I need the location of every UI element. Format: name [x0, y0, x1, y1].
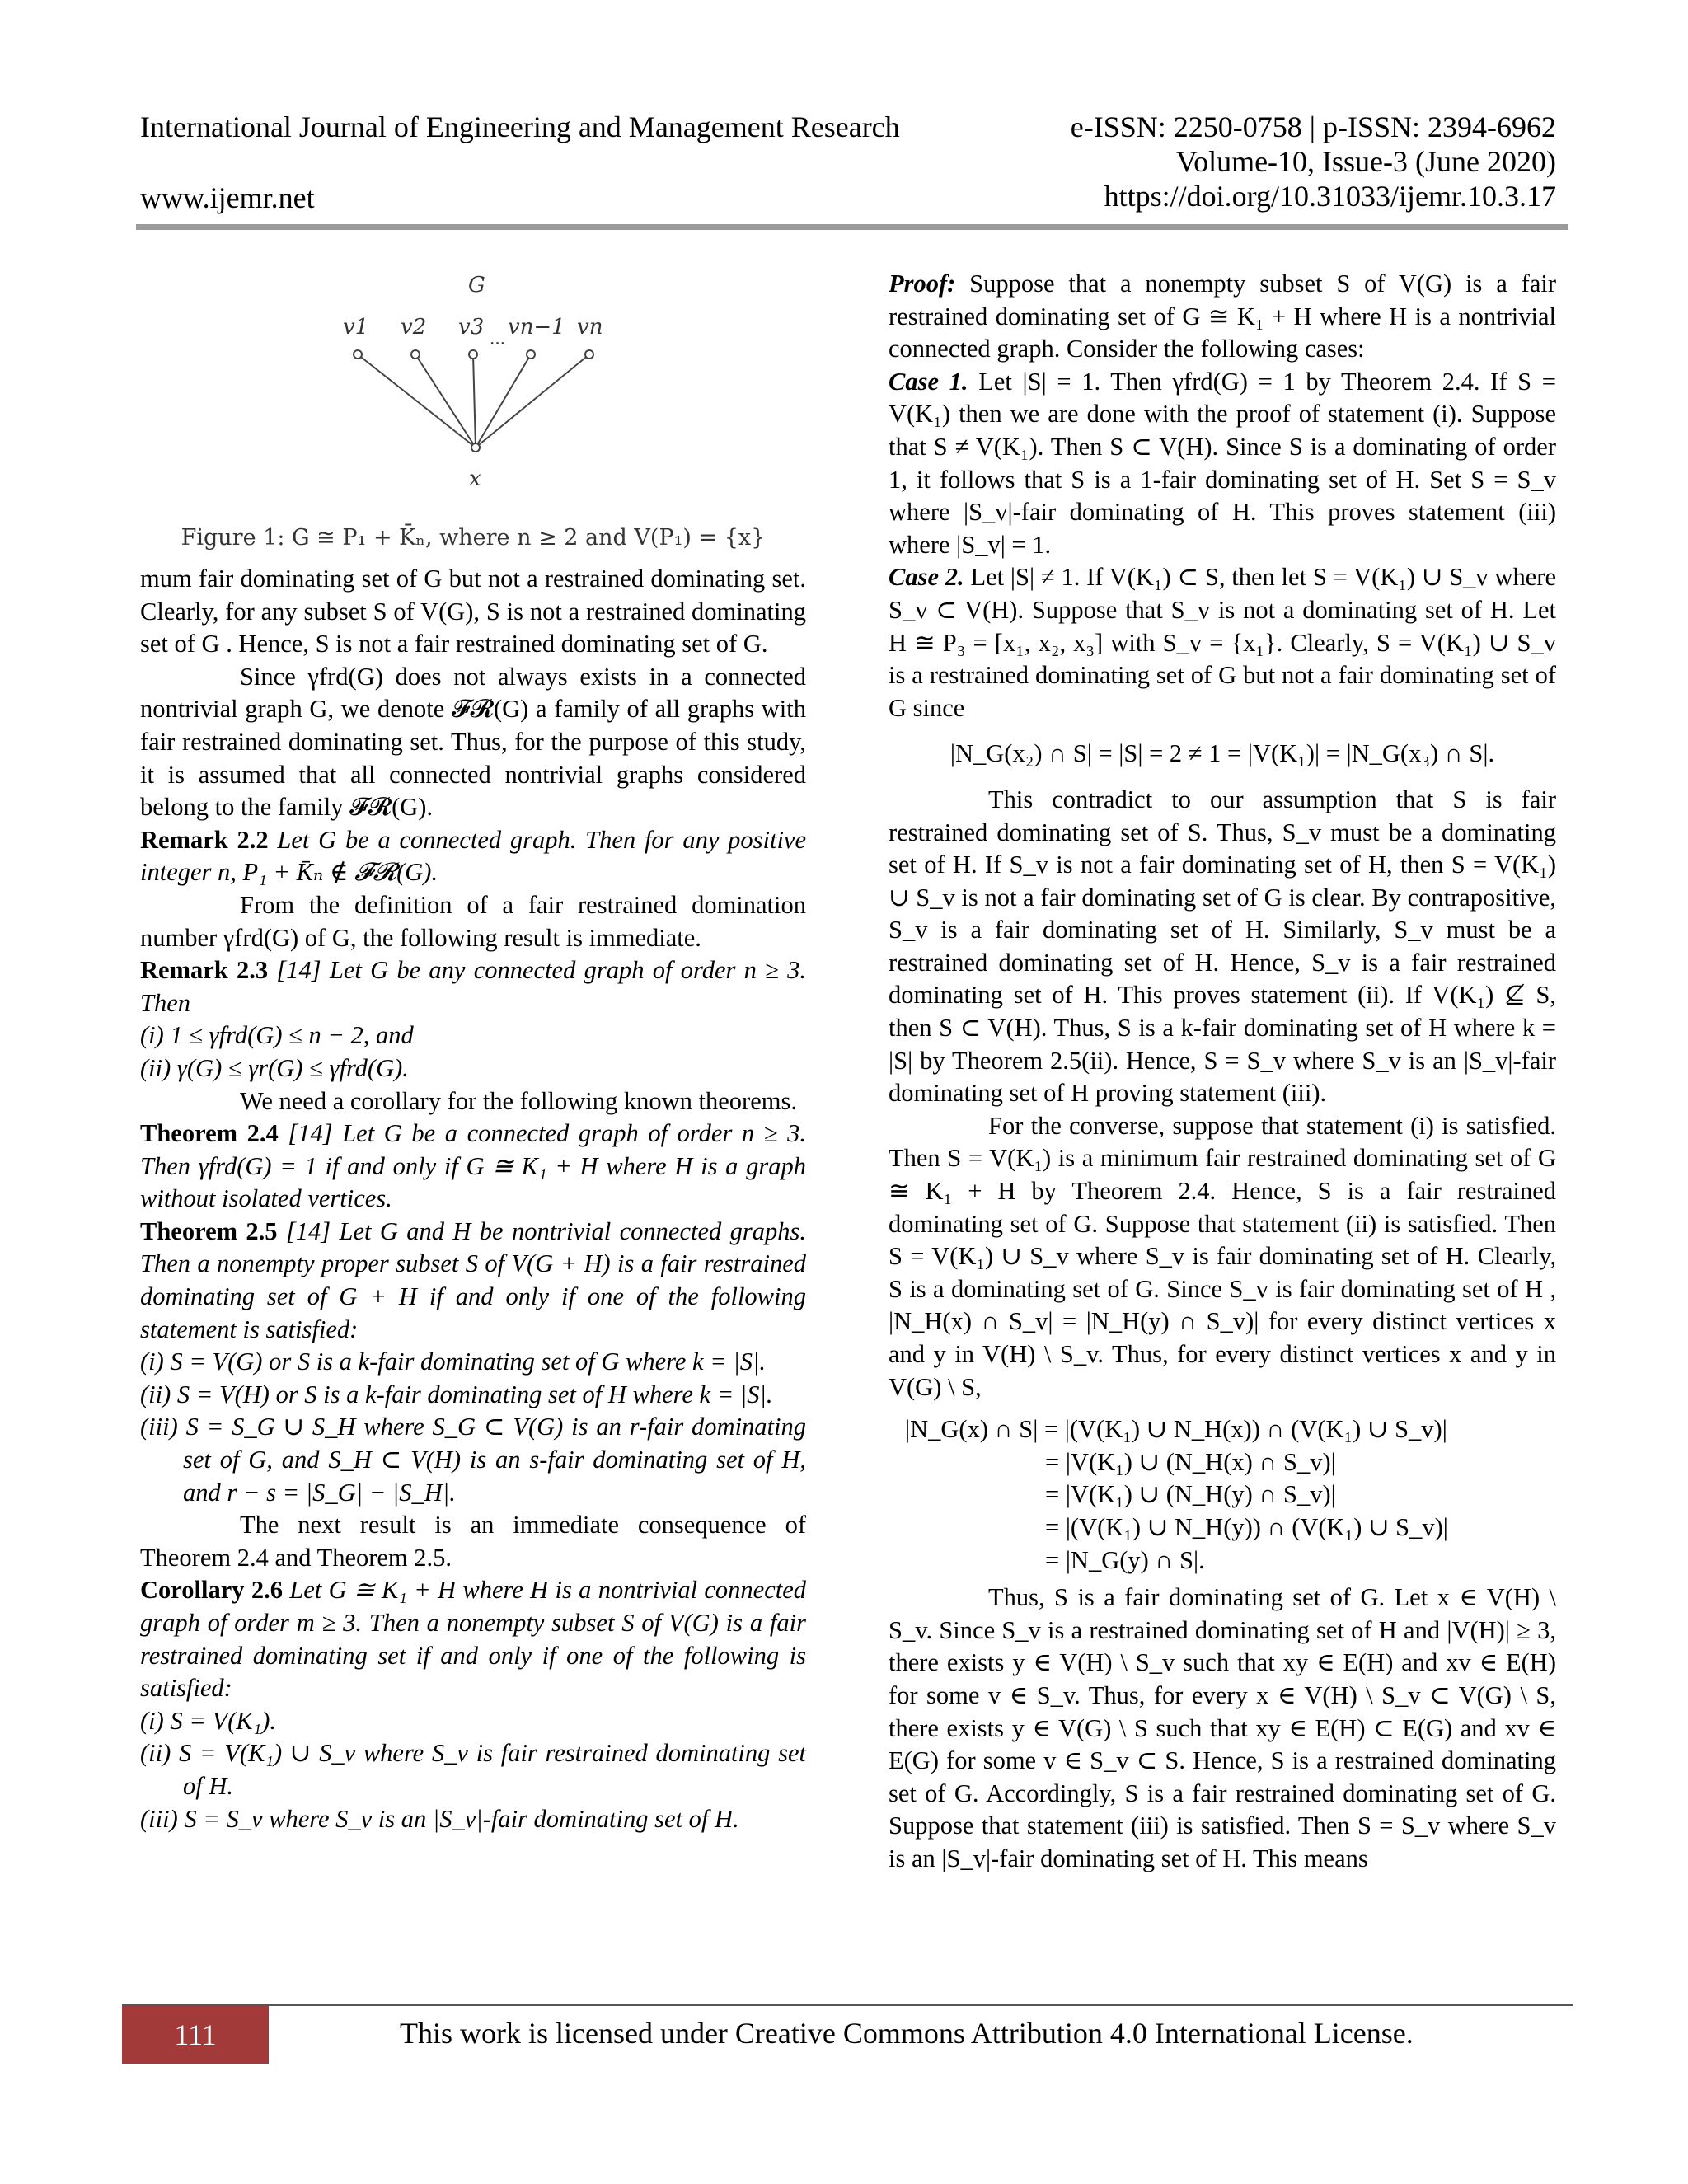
equation-block: [889, 1413, 1556, 1577]
equation-line: |N_G(x) ∩ S| = |(V(K₁) ∪ N_H(x)) ∩ (V(K₁) ∪ S_v)|: [905, 1415, 1447, 1444]
edge-v2-x: [415, 354, 476, 448]
volume-line: Volume-10, Issue-3 (June 2020): [1175, 145, 1556, 178]
vertex-v3: [469, 350, 477, 359]
theorem-item: (i) S = V(G) or S is a k-fair dominating set of G where k = |S|.: [140, 1347, 767, 1376]
theorem-label: Theorem 2.5: [140, 1216, 278, 1245]
vertex-vn: [585, 350, 593, 359]
remark-2-2: [140, 824, 806, 889]
corollary-label: Corollary 2.6: [140, 1576, 283, 1605]
theorem-2-5: [140, 1216, 806, 1346]
equation-line: = |N_G(y) ∩ S|.: [1045, 1545, 1205, 1574]
remark-2-3: [140, 954, 806, 1019]
label-v1: v1: [343, 315, 369, 340]
corollary-text: Let G ≅ K₁ + H where H is a nontrivial connected graph of order m ≥ 3. Then a nonempty subset S of V(G) is a fair restrained dominating set if and only if one of the following is satisfied:: [140, 1576, 807, 1703]
equation-line: = |V(K₁) ∪ (N_H(y) ∩ S_v)|: [1045, 1480, 1336, 1509]
corollary-item: (ii) S = V(K₁) ∪ S_v where S_v is fair restrained dominating set of H.: [140, 1739, 806, 1800]
label-v3: v3: [458, 315, 485, 340]
remark-item: (i) 1 ≤ γfrd(G) ≤ n − 2, and: [140, 1021, 414, 1050]
graph-diagram: [140, 268, 806, 515]
theorem-2-4: [140, 1118, 806, 1216]
case-label: Case 1.: [889, 367, 968, 396]
vertex-v1: [354, 350, 362, 359]
remark-text: Let G be a connected graph. Then for any positive integer n, P₁ + K̄ₙ ∉ 𝓕𝓡(G).: [140, 825, 806, 887]
remark-text: [14] Let G be any connected graph of order n ≥ 3. Then: [140, 956, 806, 1017]
equation-line: = |(V(K₁) ∪ N_H(y)) ∩ (V(K₁) ∪ S_v)|: [1045, 1512, 1448, 1541]
corollary-item: (i) S = V(K₁).: [140, 1706, 277, 1735]
figure-caption: Figure 1: G ≅ P₁ + K̄ₙ, where n ≥ 2 and V(P₁) = {x}: [181, 525, 766, 551]
paragraph: For the converse, suppose that statement (i) is satisfied. Then S = V(K₁) is a minimum fair restrained dominating set of G ≅ K₁ + H by Theorem 2.4. Hence, S is a fair restrained dominating set of G. Suppose that statement (ii) is satisfied. Then S = V(K₁) ∪ S_v where S_v is fair dominating set of H. Clearly, S is a dominating set of G. Since S_v is fair dominating set of H , |N_H(x) ∩ S_v| = |N_H(y) ∩ S_v)| for every distinct vertices x and y in V(H) \ S_v. Thus, for every distinct vertices x and y in V(G) \ S,: [889, 1111, 1556, 1401]
proof-label: Proof:: [889, 269, 956, 298]
label-x: x: [469, 466, 481, 491]
journal-website: www.ijemr.net: [140, 181, 315, 214]
footer-rule: [122, 2004, 1573, 2006]
theorem-text: [14] Let G be a connected graph of order n ≥ 3. Then γfrd(G) = 1 if and only if G ≅ K₁ + H where H is a graph without isolated vertices.: [140, 1119, 806, 1213]
journal-meta: [1071, 110, 1556, 213]
graph-label: G: [468, 273, 485, 298]
display-equation: |N_G(x₂) ∩ S| = |S| = 2 ≠ 1 = |V(K₁)| = |N_G(x₃) ∩ S|.: [950, 739, 1495, 768]
edge-v1-x: [358, 354, 476, 448]
vertex-vn1: [527, 350, 535, 359]
theorem-item: (iii) S = S_G ∪ S_H where S_G ⊂ V(G) is an r-fair dominating set of G, and S_H ⊂ V(H) is an s-fair dominating set of H, and r − s = |S_G| − |S_H|.: [140, 1413, 806, 1507]
remark-label: Remark 2.3: [140, 956, 269, 985]
equation-line: = |V(K₁) ∪ (N_H(x) ∩ S_v)|: [1045, 1447, 1336, 1476]
paragraph: We need a corollary for the following known theorems.: [240, 1086, 797, 1115]
corollary-2-6: [140, 1574, 806, 1704]
theorem-item: (ii) S = V(H) or S is a k-fair dominating set of H where k = |S|.: [140, 1380, 773, 1408]
license-text: This work is licensed under Creative Commons Attribution 4.0 International License.: [400, 2017, 1414, 2050]
case-2: [889, 561, 1556, 724]
figure-1: [140, 268, 806, 563]
header-rule: [136, 224, 1568, 230]
corollary-item: (iii) S = S_v where S_v is an |S_v|-fair dominating set of H.: [140, 1804, 739, 1833]
edge-v3-x: [473, 354, 476, 448]
theorem-label: Theorem 2.4: [140, 1119, 279, 1148]
paragraph: mum fair dominating set of G but not a restrained dominating set. Clearly, for any subset S of V(G), S is not a restrained dominating set of G . Hence, S is not a fair restrained dominating set of G.: [140, 565, 806, 658]
theorem-text: [14] Let G and H be nontrivial connected graphs. Then a nonempty proper subset S of V(G + H) is a fair restrained dominating set of G + H if and only if one of the following statement is satisfied:: [140, 1216, 806, 1343]
label-v2: v2: [401, 315, 427, 340]
journal-title: International Journal of Engineering and Management Research: [140, 110, 900, 143]
page-number: 111: [122, 2006, 269, 2064]
remark-label: Remark 2.2: [140, 825, 269, 854]
vertex-x: [471, 443, 480, 452]
label-vn1: vn−1: [508, 315, 565, 340]
case-1: [889, 366, 1556, 562]
right-column: [889, 268, 1556, 1876]
label-vn: vn: [577, 315, 603, 340]
case-label: Case 2.: [889, 563, 964, 592]
case-text: Let |S| ≠ 1. If V(K₁) ⊂ S, then let S = V(K₁) ∪ S_v where S_v ⊂ V(H). Suppose that S_v is not a dominating set of H. Let H ≅ P₃ = [x₁, x₂, x₃] with S_v = {x₁}. Clearly, S = V(K₁) ∪ S_v is a restrained dominating set of G but not a fair dominating set of G since: [889, 563, 1556, 722]
proof-text: Suppose that a nonempty subset S of V(G) is a fair restrained dominating set of G ≅ K₁ + H where H is a nontrivial connected graph. Consider the following cases:: [889, 269, 1556, 363]
paragraph: The next result is an immediate consequence of Theorem 2.4 and Theorem 2.5.: [140, 1511, 806, 1572]
paragraph: This contradict to our assumption that S is fair restrained dominating set of S. Thus, S_v must be a dominating set of H. If S_v is not a fair dominating set of H, then S = V(K₁) ∪ S_v is not a fair dominating set of G is clear. By contrapositive, S_v is a fair dominating set of H. Similarly, S_v must be a restrained dominating set of H. Hence, S_v is a fair restrained dominating set of H. This proves statement (ii). If V(K₁) ⊈ S, then S ⊂ V(H). Thus, S is a k-fair dominating set of H where k = |S| by Theorem 2.5(ii). Hence, S = S_v where S_v is an |S_v|-fair dominating set of H proving statement (iii).: [889, 785, 1556, 1108]
edge-vn1-x: [476, 354, 531, 448]
issn-line: e-ISSN: 2250-0758 | p-ISSN: 2394-6962: [1070, 110, 1556, 143]
paragraph: From the definition of a fair restrained domination number γfrd(G) of G, the following result is immediate.: [140, 890, 806, 952]
proof: [889, 268, 1556, 366]
paragraph: Since γfrd(G) does not always exists in a connected nontrivial graph G, we denote 𝓕𝓡(G) a family of all graphs with fair restrained dominating set. Thus, for the purpose of this study, it is assumed that all connected nontrivial graphs considered belong to the family 𝓕𝓡(G).: [140, 662, 806, 822]
vertex-v2: [411, 350, 420, 359]
case-text: Let |S| = 1. Then γfrd(G) = 1 by Theorem 2.4. If S = V(K₁) then we are done with the proof of statement (i). Suppose that S ≠ V(K₁). Then S ⊂ V(H). Since S is a dominating of order 1, it follows that S is a 1-fair dominating set of H. Set S = S_v where |S_v|-fair dominating of H. This proves statement (iii) where |S_v| = 1.: [889, 367, 1556, 559]
left-column: [140, 268, 806, 1835]
edge-vn-x: [476, 354, 589, 448]
paragraph: Thus, S is a fair dominating set of G. Let x ∈ V(H) \ S_v. Since S_v is a restrained dominating set of H and |V(H)| ≥ 3, there exists y ∈ V(H) \ S_v such that xy ∈ E(H) and xv ∈ E(H) for some v ∈ S_v. Thus, for every x ∈ V(H) \ S_v ⊂ V(G) \ S, there exists y ∈ V(G) \ S such that xy ∈ E(H) ⊂ E(G) and xv ∈ E(G) for some v ∈ S_v ⊂ S. Hence, S is a restrained dominating set of G. Accordingly, S is a fair restrained dominating set of G. Suppose that statement (iii) is satisfied. Then S = S_v where S_v is an |S_v|-fair dominating set of H. This means: [889, 1583, 1556, 1872]
label-ellipsis: ···: [490, 333, 506, 353]
doi-line: https://doi.org/10.31033/ijemr.10.3.17: [1104, 180, 1556, 213]
remark-item: (ii) γ(G) ≤ γr(G) ≤ γfrd(G).: [140, 1053, 409, 1082]
